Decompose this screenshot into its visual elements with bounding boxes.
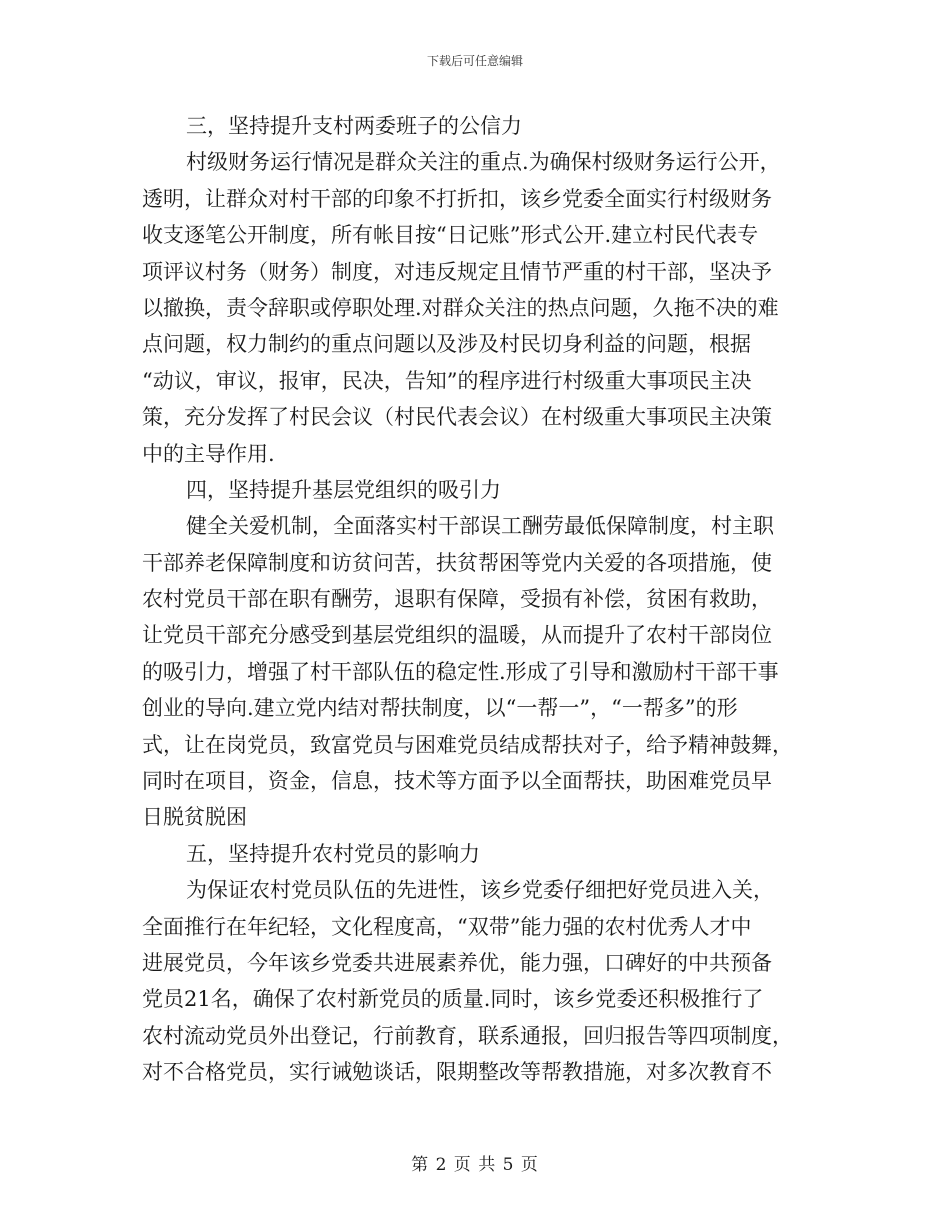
paragraph-line: 村级财务运行情况是群众关注的重点.为确保村级财务运行公开，: [186, 150, 781, 175]
paragraph-line: 策，充分发挥了村民会议（村民代表会议）在村级重大事项民主决策: [142, 405, 772, 430]
paragraph-line: 健全关爱机制，全面落实村干部误工酬劳最低保障制度，村主职: [186, 514, 774, 539]
paragraph-line: 对不合格党员，实行诫勉谈话，限期整改等帮教措施，对多次教育不: [142, 1060, 772, 1085]
paragraph-line: 农村党员干部在职有酬劳，退职有保障，受损有补偿，贫困有救助，: [142, 587, 772, 612]
page-number: 第 2 页 共 5 页: [411, 1155, 539, 1175]
paragraph-line: 以撤换，责令辞职或停职处理.对群众关注的热点问题，久拖不决的难: [142, 295, 779, 320]
paragraph-line: 让党员干部充分感受到基层党组织的温暖，从而提升了农村干部岗位: [142, 623, 772, 648]
paragraph-line: 日脱贫脱困: [142, 805, 247, 830]
paragraph-line: 全面推行在年纪轻，文化程度高，“双带”能力强的农村优秀人才中: [142, 914, 752, 939]
paragraph-line: 中的主导作用.: [142, 441, 275, 466]
paragraph-line: 创业的导向.建立党内结对帮扶制度，以“一帮一”，“一帮多”的形: [142, 696, 738, 721]
paragraph-line: 收支逐笔公开制度，所有帐目按“日记账”形式公开.建立村民代表专: [142, 223, 759, 248]
paragraph-line: “动议，审议，报审，民决，告知”的程序进行村级重大事项民主决: [142, 368, 752, 393]
paragraph-line: 的吸引力，增强了村干部队伍的稳定性.形成了引导和激励村干部干事: [142, 659, 779, 684]
paragraph-line: 项评议村务（财务）制度，对违反规定且情节严重的村干部，坚决予: [142, 259, 772, 284]
paragraph-line: 透明，让群众对村干部的印象不打折扣，该乡党委全面实行村级财务: [142, 186, 772, 211]
paragraph-line: 农村流动党员外出登记，行前教育，联系通报，回归报告等四项制度，: [142, 1023, 793, 1048]
document-body: [142, 108, 802, 1091]
paragraph-line: 干部养老保障制度和访贫问苦，扶贫帮困等党内关爱的各项措施，使: [142, 550, 772, 575]
paragraph-line: 党员21名，确保了农村新党员的质量.同时，该乡党委还积极推行了: [142, 987, 764, 1012]
paragraph-line: 为保证农村党员队伍的先进性，该乡党委仔细把好党员进入关，: [186, 878, 774, 903]
section-heading: 五，坚持提升农村党员的影响力: [186, 841, 480, 866]
paragraph-line: 同时在项目，资金，信息，技术等方面予以全面帮扶，助困难党员早: [142, 769, 772, 794]
section-heading: 四，坚持提升基层党组织的吸引力: [186, 477, 501, 502]
paragraph-line: 点问题，权力制约的重点问题以及涉及村民切身利益的问题，根据: [142, 332, 751, 357]
page-header: 下载后可任意编辑: [426, 54, 523, 68]
paragraph-line: 进展党员，今年该乡党委共进展素养优，能力强，口碑好的中共预备: [142, 950, 772, 975]
paragraph-line: 式，让在岗党员，致富党员与困难党员结成帮扶对子，给予精神鼓舞，: [142, 732, 793, 757]
section-heading: 三，坚持提升支村两委班子的公信力: [186, 114, 522, 138]
